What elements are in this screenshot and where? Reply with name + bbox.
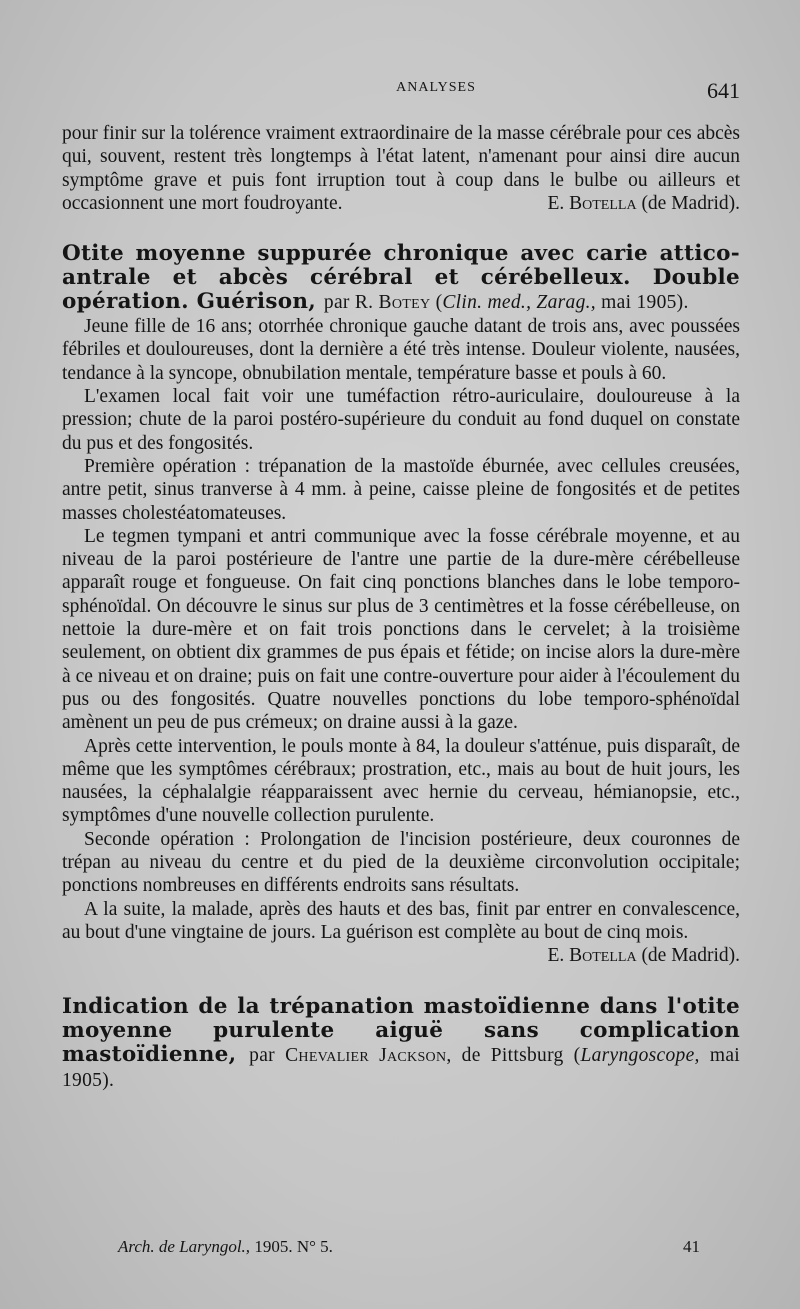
- source-date: mai 1905).: [62, 1044, 740, 1091]
- article-last-paragraph: [62, 898, 740, 968]
- article-paragraph: Seconde opération : Prolongation de l'incision postérieure, deux couronnes de trépan au niveau du centre et du pied de la deuxième circonvolution occipitale; ponctions nombreuses en différents endroits sans résultats.: [62, 828, 740, 897]
- source-journal: Clin. med., Zarag.,: [442, 292, 596, 314]
- previous-article-signature: [547, 192, 740, 215]
- last-paragraph-text: A la suite, la malade, après des hauts et des bas, finit par entrer en convalescence, au bout d'une vingtaine de jours. La guérison est complète au bout de cinq mois.: [62, 898, 740, 943]
- page-footer: [118, 1237, 740, 1261]
- byline-par: par R.: [323, 292, 374, 314]
- article-paragraph: Première opération : trépanation de la mastoïde éburnée, avec cellules creusées, antre petit, sinus tranverse à 4 mm. à peine, caisse pleine de fongosités et de petites masses cholestéatomateuses.: [62, 455, 740, 524]
- article-title: [62, 242, 740, 315]
- byline-par: par: [249, 1044, 275, 1066]
- article-title-text: Otite moyenne suppurée chronique avec carie attico-antrale et abcès cérébral et cérébelleux. Double opération. Guérison,: [62, 241, 740, 315]
- article-byline: [324, 292, 689, 313]
- page-number: 641: [707, 78, 740, 103]
- footer-year-issue: 1905. N° 5.: [254, 1237, 333, 1256]
- article-author: Botey: [378, 292, 431, 314]
- article-signature: [525, 944, 740, 967]
- source-date: mai 1905).: [601, 292, 689, 314]
- previous-article-ending: [62, 122, 740, 215]
- signature-initial: E.: [547, 192, 565, 214]
- signature-place: (de Madrid).: [641, 192, 740, 214]
- article-paragraph: Le tegmen tympani et antri communique avec la fosse cérébrale moyenne, et au niveau de la paroi postérieure de l'antre une partie de la dure-mère cérébelleuse apparaît rouge et fongueuse. On fait cinq ponctions blanches dans le lobe temporo-sphénoïdal. On découvre le sinus sur plus de 3 centimètres et la fosse cérébelleuse, on nettoie la dure-mère et on fait trois ponctions dans le cervelet; à la troisième seulement, on obtient dix grammes de pus épais et fétide; on incise alors la dure-mère à ce niveau et on draine; puis on fait une contre-ouverture pour aider à l'écoulement du pus ou des fongosités. Quatre nouvelles ponctions du lobe temporo-sphénoïdal amènent un peu de pus crémeux; on draine aussi à la gaze.: [62, 525, 740, 734]
- article-title-text: Indication de la trépanation mastoïdienne dans l'otite moyenne purulente aiguë sans complication mastoïdienne,: [62, 993, 740, 1067]
- source-open-paren: (: [435, 292, 443, 314]
- article-paragraph: Après cette intervention, le pouls monte à 84, la douleur s'atténue, puis disparaît, de même que les symptômes cérébraux; prostration, etc., mais au bout de huit jours, les nausées, la céphalalgie réapparaissent avec hernie du cerveau, hémianopsie, etc., symptômes d'une nouvelle collection purulente.: [62, 735, 740, 827]
- article-paragraph: L'examen local fait voir une tuméfaction rétro-auriculaire, douloureuse à la pression; chute de la paroi postéro-supérieure du conduit au fond duquel on constate du pus et des fongosités.: [62, 386, 740, 454]
- signature-place: (de Madrid).: [641, 945, 740, 967]
- article-otite-moyenne: [62, 242, 740, 967]
- previous-article-body: pour finir sur la tolérence vraiment extraordinaire de la masse cérébrale pour ces abcès qui, souvent, restent très longtemps à l'état latent, n'amenant pour ainsi dire aucun symptôme grave et puis font irruption tout à coup dans le bulbe ou ailleurs et occasionnent une mort foudroyante.: [62, 123, 740, 214]
- page-header: [62, 78, 740, 108]
- article-author: Chevalier Jackson: [285, 1044, 447, 1066]
- signature-initial: E.: [547, 945, 565, 967]
- article-title: [62, 995, 740, 1093]
- footer-journal-name: Arch. de Laryngol.,: [118, 1237, 251, 1256]
- source-journal: Laryngoscope,: [580, 1044, 700, 1066]
- article-paragraph: Jeune fille de 16 ans; otorrhée chronique gauche datant de trois ans, avec poussées fébriles et douloureuses, dont la dernière a été très intense. Douleur violente, nausées, tendance à la syncope, obnubilation mentale, température basse et pouls à 60.: [62, 316, 740, 384]
- article-trepanation: [62, 995, 740, 1093]
- footer-sheet-number: 41: [683, 1237, 700, 1256]
- page-content: [62, 122, 740, 1093]
- previous-article-text: [62, 122, 740, 215]
- signature-name: Botella: [569, 945, 637, 967]
- footer-journal: [118, 1237, 333, 1257]
- signature-name: Botella: [569, 192, 637, 214]
- author-place: , de Pittsburg (: [446, 1044, 581, 1066]
- running-title: ANALYSES: [396, 80, 476, 95]
